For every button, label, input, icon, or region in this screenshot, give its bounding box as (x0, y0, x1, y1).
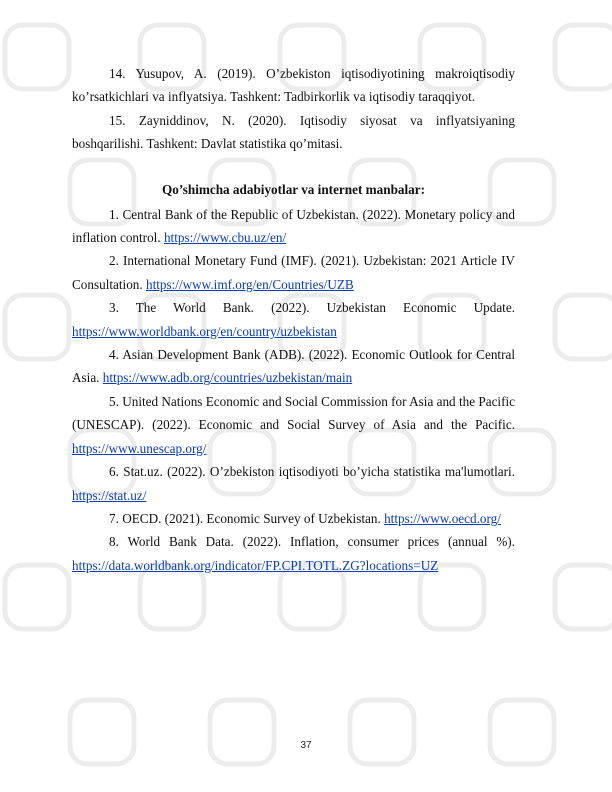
section-heading: Qo’shimcha adabiyotlar va internet manbalar: (161, 181, 425, 197)
extra-reference-1 (72, 203, 515, 250)
extra-reference-6-text: 6. Stat.uz. (2022). O’zbekiston iqtisodiyoti bo’yicha statistika ma'lumotlari. (109, 464, 515, 480)
extra-reference-8-text: 8. World Bank Data. (2022). Inflation, consumer prices (annual %). (109, 534, 515, 550)
extra-reference-3-text: 3. The World Bank. (2022). Uzbekistan Economic Update. (109, 300, 515, 316)
extra-reference-2-link[interactable]: https://www.imf.org/en/Countries/UZB (146, 276, 354, 292)
extra-reference-5-text: 5. United Nations Economic and Social Commission for Asia and the Pacific (UNESCAP). (2022). Economic and Social Survey of Asia and the Pacific. (72, 393, 515, 433)
extra-reference-7 (72, 507, 515, 530)
extra-reference-5-link[interactable]: https://www.unescap.org/ (72, 440, 207, 456)
extra-reference-3-link[interactable]: https://www.worldbank.org/en/country/uzbekistan (72, 323, 337, 339)
extra-reference-4 (72, 343, 515, 390)
extra-reference-5 (72, 390, 515, 460)
extra-reference-8 (72, 530, 515, 577)
page-number: 37 (300, 740, 312, 751)
extra-reference-7-text: 7. OECD. (2021). Economic Survey of Uzbekistan. (109, 510, 385, 526)
extra-reference-2-text: 2. International Monetary Fund (IMF). (2021). Uzbekistan: 2021 Article IV Consultation. (72, 253, 515, 292)
extra-reference-4-link[interactable]: https://www.adb.org/countries/uzbekistan/main (102, 370, 353, 386)
extra-reference-1-text: 1. Central Bank of the Republic of Uzbekistan. (2022). Monetary policy and inflation control. (72, 206, 515, 246)
extra-reference-8-link[interactable]: https://data.worldbank.org/indicator/FP.CPI.TOTL.ZG?locations=UZ (72, 557, 439, 573)
extra-reference-1-link[interactable]: https://www.cbu.uz/en/ (163, 230, 287, 246)
extra-reference-7-link[interactable]: https://www.oecd.org/ (384, 510, 501, 526)
section-gap (72, 156, 515, 167)
extra-reference-2 (72, 249, 515, 296)
document-body (72, 62, 515, 577)
extra-reference-6-link[interactable]: https://stat.uz/ (72, 487, 147, 503)
extra-reference-6 (72, 460, 515, 507)
reference-15: 15. Zayniddinov, N. (2020). Iqtisodiy siyosat va inflyatsiyaning boshqarilishi. Tashkent: Davlat statistika qo’mitasi. (72, 112, 515, 152)
reference-14: 14. Yusupov, A. (2019). O’zbekiston iqtisodiyotining makroiqtisodiy ko’rsatkichlari va inflyatsiya. Tashkent: Tadbirkorlik va iqtisodiy taraqqiyot. (72, 66, 515, 105)
extra-reference-3 (72, 296, 515, 343)
extra-reference-4-text: 4. Asian Development Bank (ADB). (2022). Economic Outlook for Central Asia. (72, 347, 515, 386)
